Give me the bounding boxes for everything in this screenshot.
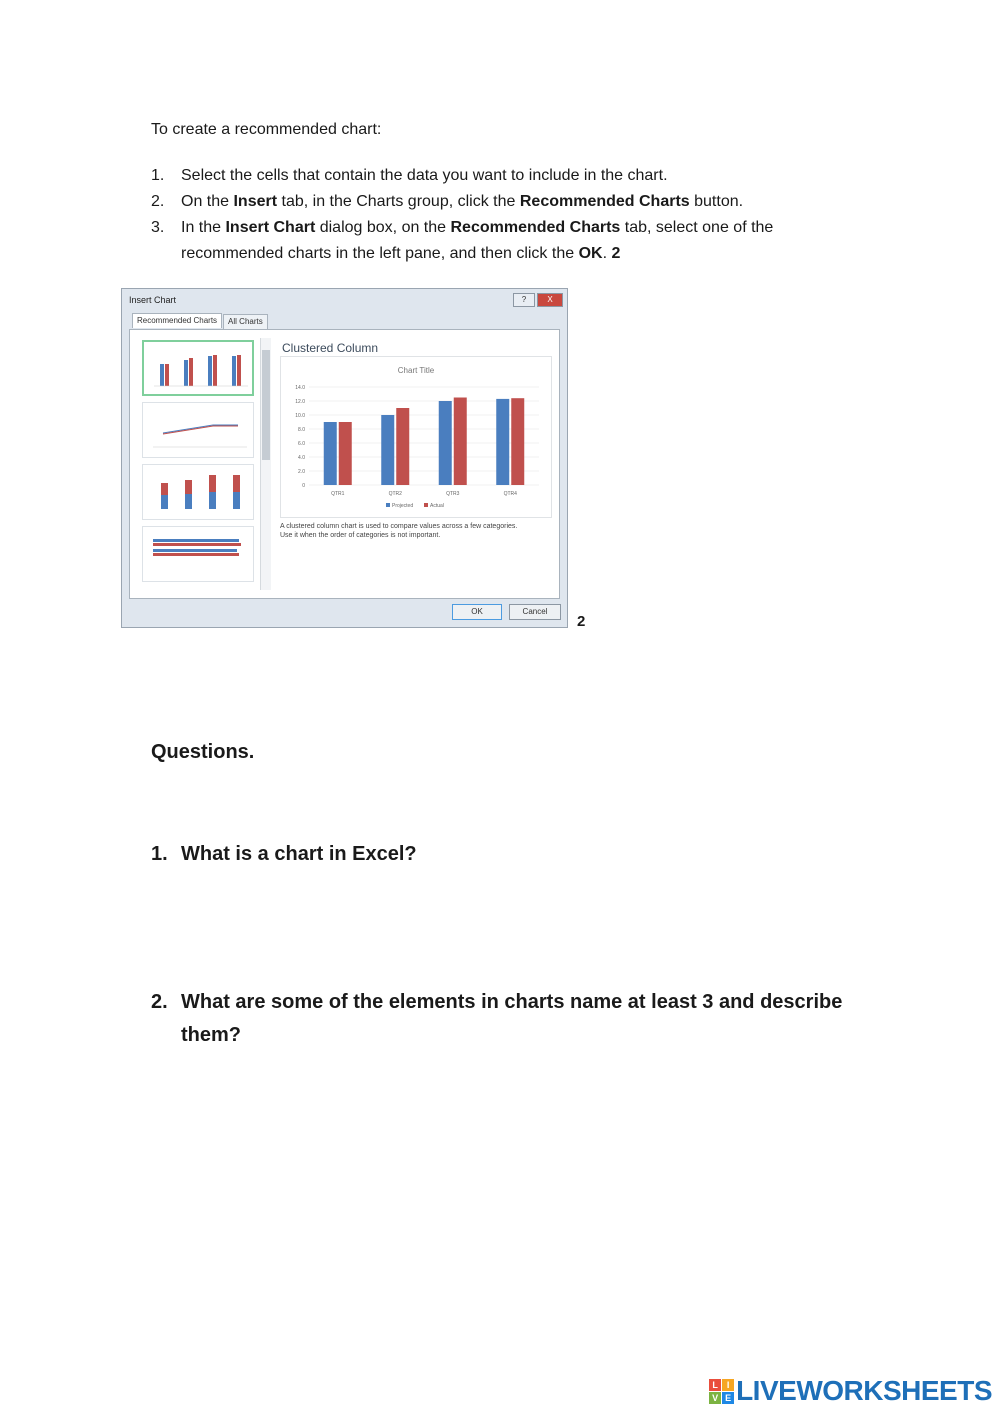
ok-button[interactable]: OK (452, 604, 502, 620)
live-icon (709, 1379, 734, 1404)
bar-projected-qtr1 (324, 422, 337, 485)
clustered-column-chart (281, 357, 551, 517)
dialog-title: Insert Chart (129, 295, 177, 305)
legend-swatch (386, 503, 390, 507)
text-run: dialog box, on the (315, 219, 451, 236)
help-button[interactable]: ? (513, 293, 535, 307)
thumbnail-clustered-column[interactable] (142, 340, 254, 396)
step-item (151, 163, 851, 189)
bold-term: Insert (233, 193, 278, 210)
bar-projected-qtr4 (496, 399, 509, 485)
step-item (151, 215, 851, 267)
logo-letter: E (722, 1392, 734, 1404)
question-number: 1. (151, 843, 168, 865)
question-2 (151, 986, 881, 1052)
x-tick-label: QTR2 (388, 491, 402, 497)
text-run: . (602, 245, 612, 262)
chart-description: A clustered column chart is used to compare values across a few categories. Use it when the order of categories is not important. (280, 523, 518, 539)
question-text: What is a chart in Excel? (181, 843, 417, 865)
text-run: Select the cells that contain the data you want to include in the chart. (181, 167, 668, 184)
logo-letter: I (722, 1379, 734, 1391)
dialog-body (129, 329, 560, 599)
bold-term: Recommended Charts (450, 219, 621, 236)
bold-term: 2 (611, 245, 621, 262)
bold-term: Insert Chart (225, 219, 316, 236)
steps-list (151, 163, 851, 267)
close-button[interactable]: X (537, 293, 563, 307)
y-tick-label: 4.0 (298, 455, 305, 461)
step-text (181, 163, 851, 189)
question-1 (151, 838, 881, 871)
y-tick-label: 2.0 (298, 469, 305, 475)
bar-projected-qtr3 (439, 401, 452, 485)
liveworksheets-logo (709, 1375, 992, 1407)
thumbnail-scrollbar[interactable] (260, 338, 271, 590)
step-number: 2. (151, 193, 165, 210)
figure-number: 2 (577, 613, 586, 630)
step-number: 1. (151, 167, 165, 184)
text-run: tab, select one of the recommended charts in the left pane, and then click the (181, 219, 774, 262)
bar-projected-qtr2 (381, 415, 394, 485)
y-tick-label: 0 (302, 483, 305, 489)
chart-title: Chart Title (397, 366, 435, 375)
chart-preview (280, 356, 552, 518)
y-tick-label: 14.0 (295, 385, 305, 391)
step-text (181, 189, 851, 215)
step-text (181, 215, 851, 267)
bar-actual-qtr4 (511, 398, 524, 485)
bold-term: OK (578, 245, 603, 262)
step-item (151, 189, 851, 215)
legend-label: Projected (392, 503, 414, 509)
bar-actual-qtr3 (454, 398, 467, 486)
thumbnail-bar[interactable] (142, 526, 254, 582)
question-text: What are some of the elements in charts name at least 3 and describe them? (181, 991, 843, 1046)
x-tick-label: QTR4 (503, 491, 517, 497)
bar-actual-qtr2 (396, 408, 409, 485)
text-run: tab, in the Charts group, click the (277, 193, 520, 210)
thumbnail-line[interactable] (142, 402, 254, 458)
y-tick-label: 6.0 (298, 441, 305, 447)
y-tick-label: 12.0 (295, 399, 305, 405)
text-run: On the (181, 193, 234, 210)
question-number: 2. (151, 991, 168, 1013)
tab-all-charts[interactable]: All Charts (223, 314, 268, 329)
intro-text: To create a recommended chart: (151, 121, 382, 138)
chart-thumbnail-list (142, 340, 257, 596)
legend-swatch (424, 503, 428, 507)
x-tick-label: QTR1 (331, 491, 345, 497)
brand-name: LIVEWORKSHEETS (736, 1375, 992, 1406)
bar-actual-qtr1 (339, 422, 352, 485)
logo-letter: L (709, 1379, 721, 1391)
logo-letter: V (709, 1392, 721, 1404)
tab-recommended-charts[interactable]: Recommended Charts (132, 313, 222, 328)
y-tick-label: 10.0 (295, 413, 305, 419)
thumbnail-stacked-column[interactable] (142, 464, 254, 520)
text-run: button. (689, 193, 744, 210)
step-number: 3. (151, 219, 165, 236)
bold-term: Recommended Charts (519, 193, 690, 210)
insert-chart-dialog (121, 288, 568, 628)
x-tick-label: QTR3 (446, 491, 460, 497)
cancel-button[interactable]: Cancel (509, 604, 561, 620)
legend-label: Actual (430, 503, 444, 509)
preview-title: Clustered Column (282, 341, 379, 355)
text-run: In the (181, 219, 226, 236)
questions-heading: Questions. (151, 741, 255, 763)
y-tick-label: 8.0 (298, 427, 305, 433)
